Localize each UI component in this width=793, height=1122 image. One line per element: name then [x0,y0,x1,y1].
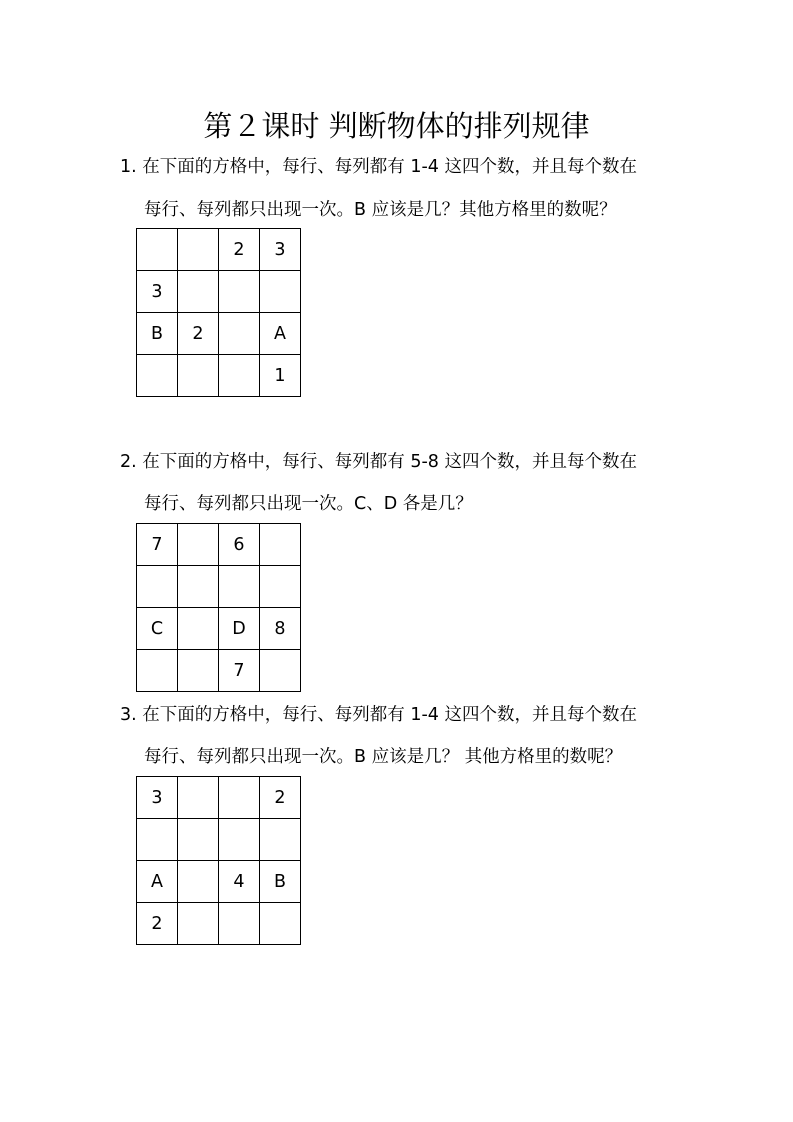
grid-cell [178,608,219,650]
grid-cell [178,271,219,313]
grid-cell [260,819,301,861]
grid-cell: 7 [137,524,178,566]
grid-cell [219,903,260,945]
grid-cell [219,313,260,355]
grid-cell: 3 [137,271,178,313]
grid-row [137,777,301,819]
problem-1-text-line-2: 每行、每列都只出现一次。B 应该是几？其他方格里的数呢？ [144,200,617,220]
grid-cell [137,229,178,271]
grid-cell [260,566,301,608]
grid-cell [137,355,178,397]
grid-row [137,903,301,945]
grid-cell: 3 [137,777,178,819]
grid-row [137,524,301,566]
grid-cell: A [260,313,301,355]
grid-cell: 3 [260,229,301,271]
grid-cell: 1 [260,355,301,397]
grid-row [137,861,301,903]
page-title: 第２课时 判断物体的排列规律 [203,109,590,143]
grid-cell [137,566,178,608]
grid-cell [137,819,178,861]
problem-2-grid [136,523,301,692]
problem-3-text-line-1: 3. 在下面的方格中，每行、每列都有 1-4 这四个数，并且每个数在 [120,705,637,725]
problem-1-text-line-1: 1. 在下面的方格中，每行、每列都有 1-4 这四个数，并且每个数在 [120,157,637,177]
grid-cell [260,903,301,945]
grid-row [137,355,301,397]
grid-cell [178,355,219,397]
grid-cell: 7 [219,650,260,692]
grid-cell: C [137,608,178,650]
grid-cell [178,566,219,608]
grid-row [137,229,301,271]
problem-3-grid [136,776,301,945]
grid-cell: 2 [178,313,219,355]
grid-cell [219,566,260,608]
grid-row [137,271,301,313]
grid-cell [178,861,219,903]
grid-row [137,566,301,608]
grid-cell [178,524,219,566]
grid-cell: B [137,313,178,355]
problem-1-grid [136,228,301,397]
problem-2-text-line-2: 每行、每列都只出现一次。C、D 各是几？ [144,494,473,514]
problem-2-text-line-1: 2. 在下面的方格中，每行、每列都有 5-8 这四个数，并且每个数在 [120,452,637,472]
grid-cell [178,777,219,819]
grid-cell: A [137,861,178,903]
grid-cell [178,903,219,945]
grid-cell: 6 [219,524,260,566]
grid-cell [219,777,260,819]
grid-cell [178,819,219,861]
grid-cell [219,271,260,313]
grid-cell [260,650,301,692]
grid-cell: B [260,861,301,903]
grid-row [137,608,301,650]
grid-cell [260,271,301,313]
grid-cell [137,650,178,692]
problem-3-text-line-2: 每行、每列都只出现一次。B 应该是几？ 其他方格里的数呢？ [144,747,623,767]
grid-row [137,650,301,692]
grid-cell [178,229,219,271]
grid-cell: D [219,608,260,650]
grid-cell: 8 [260,608,301,650]
grid-cell [178,650,219,692]
grid-row [137,313,301,355]
grid-cell [260,524,301,566]
grid-row [137,819,301,861]
grid-cell: 4 [219,861,260,903]
grid-cell: 2 [137,903,178,945]
grid-cell [219,355,260,397]
grid-cell: 2 [260,777,301,819]
grid-cell: 2 [219,229,260,271]
grid-cell [219,819,260,861]
